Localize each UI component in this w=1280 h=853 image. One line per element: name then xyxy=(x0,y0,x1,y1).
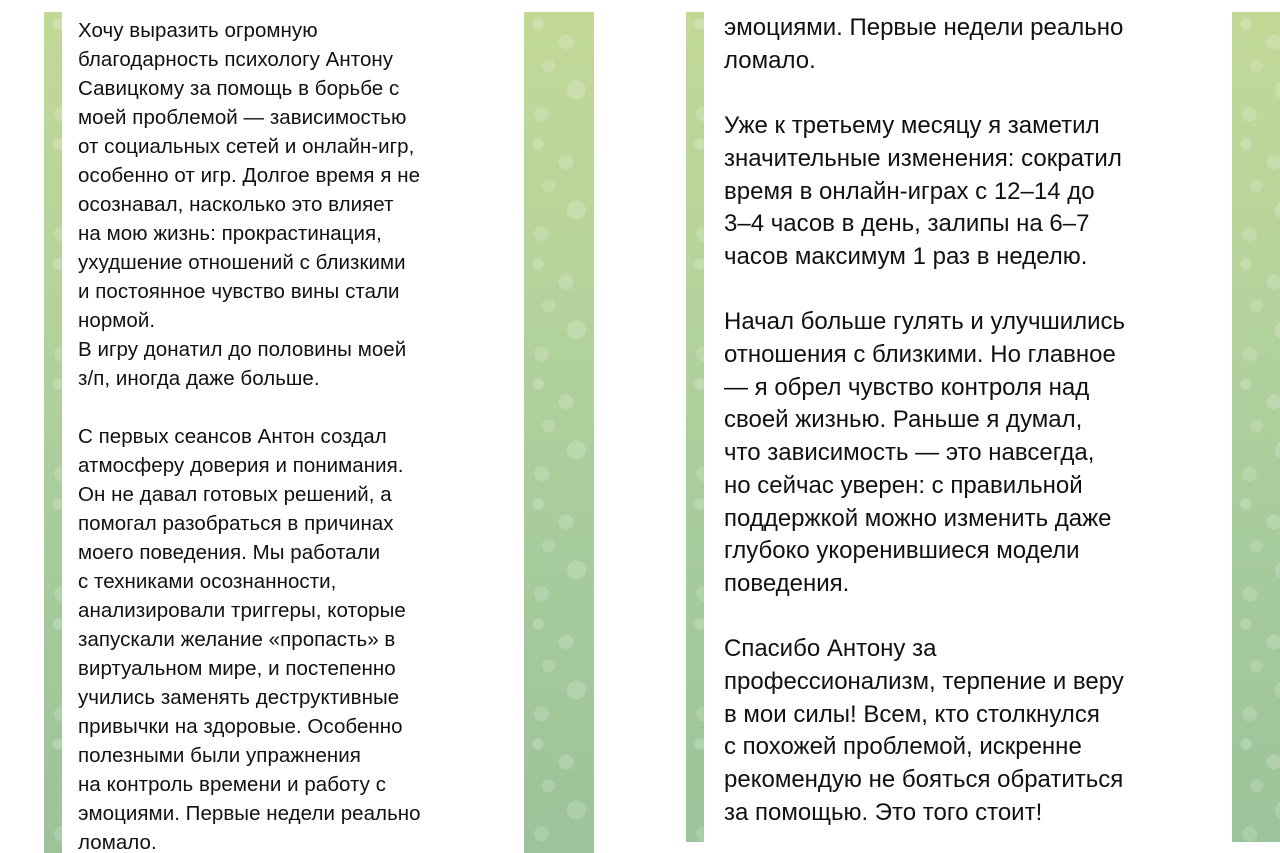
chat-wallpaper-left xyxy=(524,12,594,853)
message-paragraph: С первых сеансов Антон создал атмосферу доверия и понимания. Он не давал готовых решений, а помогал разобраться в причинах моего поведения. Мы работали с техниками осознанности, анализировали триггеры, которые запускали желание «пропасть» в виртуальном мире, и постепенно учились заменять деструктивные привычки на здоровые. Особенно полезными были упражнения на контроль времени и работу с эмоциями. Первые недели реально ломало. xyxy=(78,425,421,853)
message-paragraph: Спасибо Антону за профессионализм, терпение и веру в мои силы! Всем, кто столкнулся с похожей проблемой, искренне рекомендую не бояться обратиться за помощью. Это того стоит! xyxy=(724,635,1124,826)
message-paragraph: Хочу выразить огромную благодарность психологу Антону Савицкому за помощь в борьбе с моей проблемой — зависимостью от социальных сетей и онлайн-игр, особенно от игр. Долгое время я не осознавал, насколько это влияет на мою жизнь: прокрастинация, ухудшение отношений с близкими и постоянное чувство вины стали нормой. В игру донатил до половины моей з/п, иногда даже больше. xyxy=(78,19,421,390)
chat-wallpaper-right-edge xyxy=(686,12,704,842)
message-bubble-left xyxy=(62,12,524,853)
message-text-left xyxy=(78,16,524,853)
message-paragraph: Начал больше гулять и улучшились отношения с близкими. Но главное — я обрел чувство контроля над своей жизнью. Раньше я думал, что зависимость — это навсегда, но сейчас уверен: с правильной поддержкой можно изменить даже глубоко укоренившиеся модели поведения. xyxy=(724,308,1126,597)
message-paragraph: Уже к третьему месяцу я заметил значительные изменения: сократил время в онлайн-играх с 12–14 до 3–4 часов в день, залипы на 6–7 часов максимум 1 раз в неделю. xyxy=(724,112,1122,270)
chat-wallpaper-right xyxy=(1232,12,1280,842)
message-text-right xyxy=(724,12,1232,830)
message-paragraph: эмоциями. Первые недели реально ломало. xyxy=(724,14,1124,74)
chat-wallpaper-left-edge xyxy=(44,12,62,853)
message-bubble-right xyxy=(704,12,1232,842)
